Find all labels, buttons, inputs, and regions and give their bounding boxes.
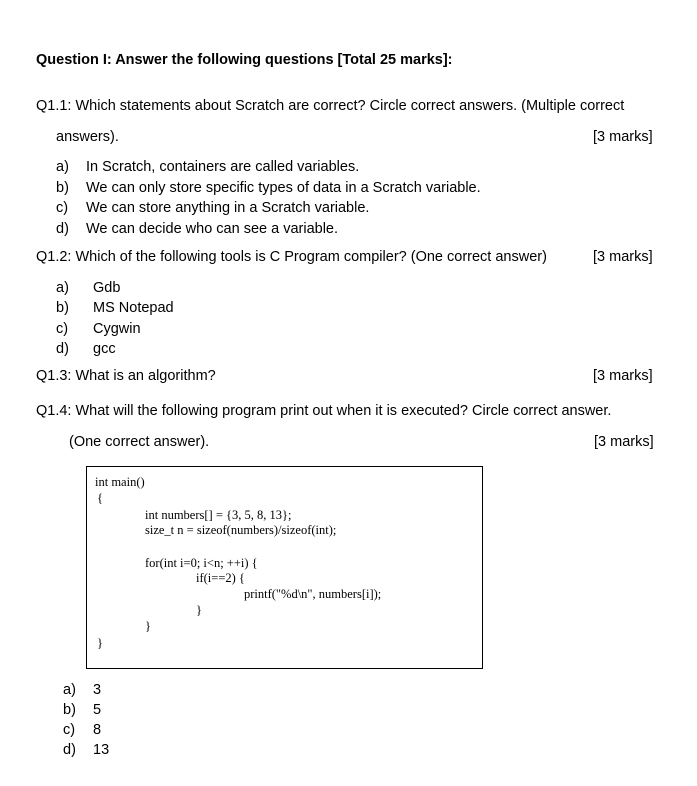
option-label: a) — [56, 159, 69, 175]
section-heading: Question I: Answer the following questions [Total 25 marks]: — [36, 52, 453, 68]
option-text: 3 — [93, 682, 102, 698]
option-text: 5 — [93, 702, 102, 718]
q1-3-question: Q1.3: What is an algorithm? — [36, 368, 216, 384]
q1-1-option-a[interactable] — [56, 158, 359, 176]
q1-1-option-c[interactable] — [56, 199, 369, 217]
option-label: b) — [56, 180, 69, 196]
option-label: c) — [56, 200, 69, 216]
code-line: int main() — [95, 475, 145, 489]
code-listing — [86, 466, 483, 669]
option-label: d) — [56, 221, 69, 237]
code-line: printf("%d\n", numbers[i]); — [244, 587, 382, 601]
q1-4-option-c[interactable] — [63, 721, 101, 739]
q1-4-question-line2: (One correct answer). — [69, 434, 210, 450]
option-label: c) — [56, 321, 69, 337]
option-label: b) — [63, 702, 76, 718]
q1-2-option-b[interactable] — [56, 299, 174, 317]
option-text: 13 — [93, 742, 110, 758]
option-text: MS Notepad — [93, 300, 174, 316]
option-text: gcc — [93, 341, 116, 357]
q1-4-marks: [3 marks] — [594, 434, 654, 450]
q1-2-option-d[interactable] — [56, 340, 116, 358]
q1-2-marks: [3 marks] — [593, 249, 653, 265]
option-text: 8 — [93, 722, 102, 738]
q1-1-question-line2: answers). — [56, 129, 119, 145]
option-text: Gdb — [93, 280, 121, 296]
code-line: } — [145, 619, 151, 633]
code-line: int numbers[] = {3, 5, 8, 13}; — [145, 508, 292, 522]
q1-1-question-line1: Q1.1: Which statements about Scratch are correct? Circle correct answers. (Multiple correct — [36, 98, 625, 114]
option-label: d) — [63, 742, 76, 758]
option-text: We can store anything in a Scratch variable. — [86, 200, 370, 216]
option-label: d) — [56, 341, 69, 357]
q1-2-option-c[interactable] — [56, 320, 141, 338]
option-text: We can decide who can see a variable. — [86, 221, 339, 237]
code-line: { — [97, 491, 103, 505]
q1-2-question: Q1.2: Which of the following tools is C Program compiler? (One correct answer) — [36, 249, 547, 265]
option-label: a) — [63, 682, 76, 698]
code-line: } — [97, 636, 103, 650]
code-line: } — [196, 603, 202, 617]
code-line: size_t n = sizeof(numbers)/sizeof(int); — [145, 523, 337, 537]
q1-4-option-b[interactable] — [63, 701, 101, 719]
q1-1-option-d[interactable] — [56, 220, 338, 238]
code-line: for(int i=0; i<n; ++i) { — [145, 556, 258, 570]
q1-1-option-b[interactable] — [56, 179, 481, 197]
option-label: b) — [56, 300, 69, 316]
option-text: We can only store specific types of data in a Scratch variable. — [86, 180, 481, 196]
code-line: if(i==2) { — [196, 571, 245, 585]
option-label: a) — [56, 280, 69, 296]
q1-4-option-d[interactable] — [63, 741, 109, 759]
q1-3-marks: [3 marks] — [593, 368, 653, 384]
q1-4-option-a[interactable] — [63, 681, 101, 699]
q1-1-marks: [3 marks] — [593, 129, 653, 145]
option-text: Cygwin — [93, 321, 141, 337]
option-label: c) — [63, 722, 76, 738]
q1-4-question-line1: Q1.4: What will the following program print out when it is executed? Circle correct answer. — [36, 403, 612, 419]
option-text: In Scratch, containers are called variables. — [86, 159, 360, 175]
q1-2-option-a[interactable] — [56, 279, 120, 297]
